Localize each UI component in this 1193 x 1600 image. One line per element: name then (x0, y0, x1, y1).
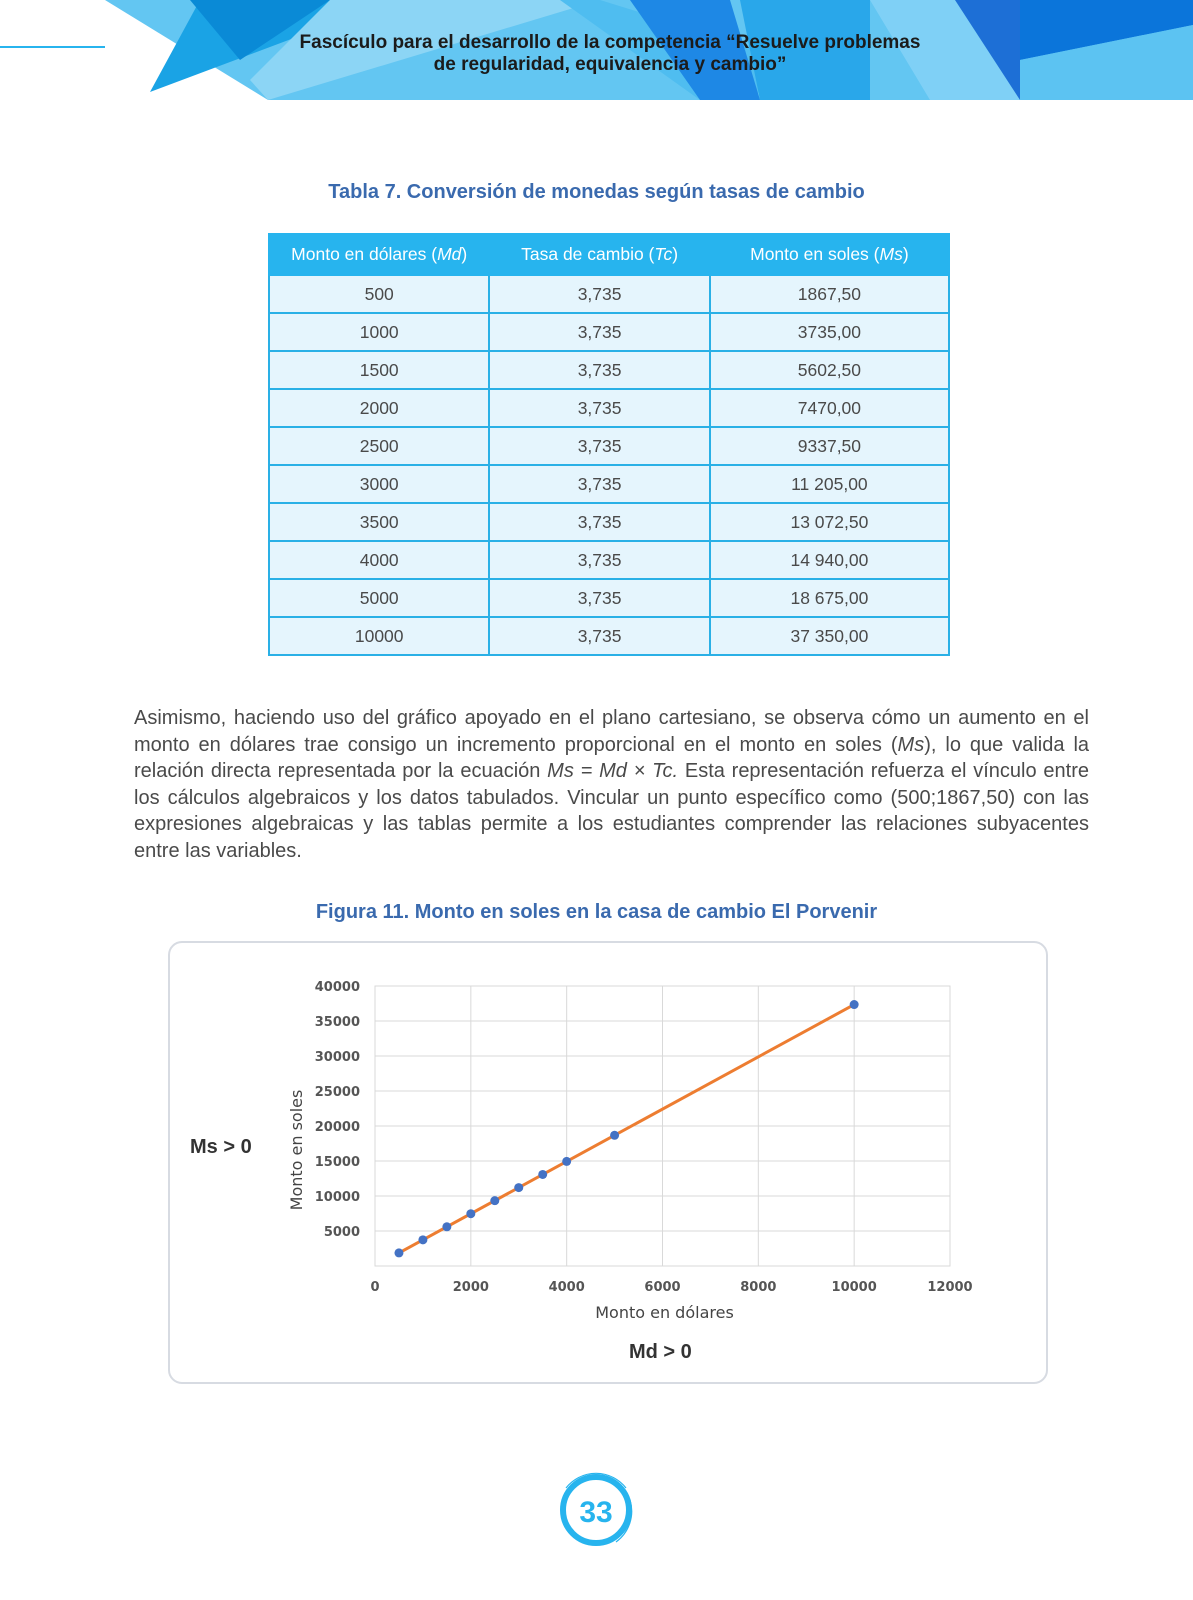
cell-ms: 14 940,00 (710, 541, 949, 579)
table-row (269, 617, 949, 655)
y-tick-label: 10000 (314, 1190, 360, 1205)
header-banner (0, 0, 1193, 100)
header-title-line2: de regularidad, equivalencia y cambio” (433, 54, 787, 75)
table-body (269, 275, 949, 655)
condition-y-label: Ms > 0 (190, 1136, 252, 1158)
table-row (269, 541, 949, 579)
cell-md: 3000 (269, 465, 489, 503)
column-header-close: ) (672, 244, 679, 264)
cell-md: 1500 (269, 351, 489, 389)
x-tick-label: 10000 (831, 1280, 877, 1295)
cell-tc: 3,735 (489, 617, 709, 655)
cell-ms: 1867,50 (710, 275, 949, 313)
table-row (269, 351, 949, 389)
cell-tc: 3,735 (489, 465, 709, 503)
table-caption: Tabla 7. Conversión de monedas según tasas de cambio (328, 181, 865, 203)
paragraph-text: Asimismo, haciendo uso del gráfico apoyado en el plano cartesiano, se observa cómo un aumento en el monto en dólares trae consigo un incremento proporcional en el monto en soles ( (134, 707, 1089, 756)
column-header-tc (489, 234, 709, 275)
y-tick-label: 25000 (314, 1085, 360, 1100)
cell-ms: 37 350,00 (710, 617, 949, 655)
column-header-close: ) (461, 244, 468, 264)
y-tick-label: 15000 (314, 1155, 360, 1170)
figure-caption: Figura 11. Monto en soles en la casa de cambio El Porvenir (315, 901, 878, 923)
cell-tc: 3,735 (489, 351, 709, 389)
header-title (200, 32, 1020, 76)
table-row (269, 465, 949, 503)
table-row (269, 427, 949, 465)
column-header-md (269, 234, 489, 275)
cell-md: 2000 (269, 389, 489, 427)
table-row (269, 503, 949, 541)
conversion-table (268, 233, 950, 656)
cell-tc: 3,735 (489, 389, 709, 427)
paragraph-text: Esta representación refuerza el vínculo entre los cálculos algebraicos y los datos tabulados. Vincular un punto específico como (500;1867,50) con las expresiones algebraicas y las tablas permite a los estudiantes comprender las relaciones subyacentes entre las variables. (134, 760, 1089, 862)
table-row (269, 313, 949, 351)
cell-ms: 3735,00 (710, 313, 949, 351)
paragraph-variable: Ms (897, 733, 925, 756)
column-header-label: Monto en dólares ( (291, 244, 438, 264)
table-row (269, 389, 949, 427)
x-axis-label: Monto en dólares (595, 1303, 734, 1322)
cell-md: 5000 (269, 579, 489, 617)
x-tick-label: 8000 (740, 1280, 777, 1295)
cell-ms: 7470,00 (710, 389, 949, 427)
cell-tc: 3,735 (489, 503, 709, 541)
page-number: 33 (579, 1496, 613, 1529)
x-tick-label: 6000 (644, 1280, 681, 1295)
column-header-label: Tasa de cambio ( (521, 244, 655, 264)
column-header-ms (710, 234, 949, 275)
cell-ms: 5602,50 (710, 351, 949, 389)
x-tick-label: 12000 (927, 1280, 973, 1295)
column-header-var: Ms (879, 244, 903, 264)
y-tick-label: 40000 (314, 980, 360, 995)
column-header-close: ) (902, 244, 909, 264)
table-header-row (269, 234, 949, 275)
body-paragraph (134, 705, 1089, 864)
cell-ms: 18 675,00 (710, 579, 949, 617)
cell-md: 2500 (269, 427, 489, 465)
cell-tc: 3,735 (489, 579, 709, 617)
paragraph-text: ), lo que valida la relación directa representada por la ecuación (134, 733, 1090, 782)
x-tick-label: 2000 (452, 1280, 489, 1295)
column-header-var: Tc (654, 244, 673, 264)
cell-tc: 3,735 (489, 313, 709, 351)
x-tick-label: 0 (370, 1280, 380, 1295)
column-header-label: Monto en soles ( (750, 244, 880, 264)
x-tick-label: 4000 (548, 1280, 585, 1295)
table-row (269, 579, 949, 617)
page-number-badge (556, 1470, 636, 1550)
cell-md: 10000 (269, 617, 489, 655)
y-tick-label: 20000 (314, 1120, 360, 1135)
y-tick-label: 30000 (314, 1050, 360, 1065)
condition-x-label: Md > 0 (629, 1341, 692, 1363)
y-axis-label: Monto en soles (287, 1089, 306, 1211)
y-tick-label: 5000 (323, 1225, 360, 1240)
cell-tc: 3,735 (489, 275, 709, 313)
paragraph-equation: Ms = Md × Tc. (547, 760, 679, 782)
y-tick-label: 35000 (314, 1015, 360, 1030)
column-header-var: Md (437, 244, 462, 264)
cell-md: 3500 (269, 503, 489, 541)
cell-ms: 11 205,00 (710, 465, 949, 503)
cell-md: 4000 (269, 541, 489, 579)
header-title-line1: Fascículo para el desarrollo de la competencia “Resuelve problemas (299, 32, 921, 53)
cell-ms: 13 072,50 (710, 503, 949, 541)
cell-tc: 3,735 (489, 427, 709, 465)
table-row (269, 275, 949, 313)
cell-ms: 9337,50 (710, 427, 949, 465)
cell-md: 1000 (269, 313, 489, 351)
cell-md: 500 (269, 275, 489, 313)
chart-container (168, 941, 1048, 1384)
cell-tc: 3,735 (489, 541, 709, 579)
